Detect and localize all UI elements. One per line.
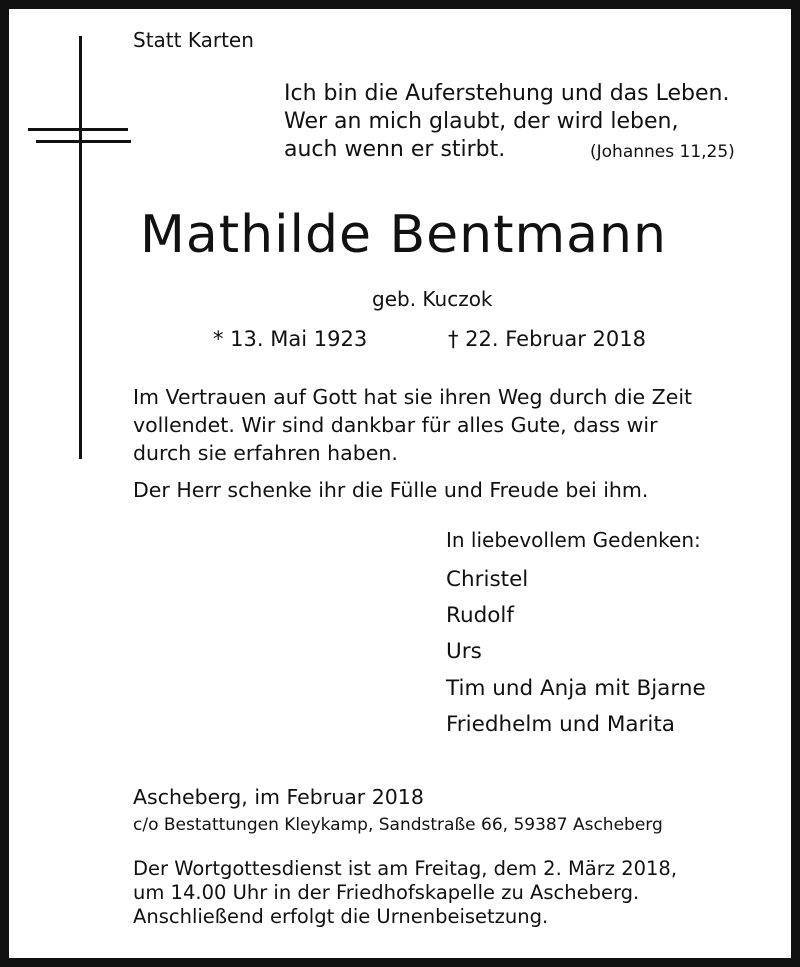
mourner-name: Christel [446, 567, 529, 592]
paragraph-line: Im Vertrauen auf Gott hat sie ihren Weg durch die Zeit [133, 385, 693, 409]
funeral-home-address: c/o Bestattungen Kleykamp, Sandstraße 66, 59387 Ascheberg [133, 815, 663, 835]
notice-line: Der Wortgottesdienst ist am Freitag, dem 2. März 2018, [133, 857, 678, 880]
mourners-heading: In liebevollem Gedenken: [446, 528, 701, 552]
mourner-name: Rudolf [446, 603, 514, 628]
mourner-name: Tim und Anja mit Bjarne [446, 676, 706, 701]
statt-karten-label: Statt Karten [133, 28, 254, 52]
verse-line: Wer an mich glaubt, der wird leben, [284, 109, 679, 134]
verse-line: auch wenn er stirbt. [284, 137, 506, 162]
mourner-name: Urs [446, 639, 482, 664]
birth-name: geb. Kuczok [372, 287, 493, 311]
blessing-line: Der Herr schenke ihr die Fülle und Freude bei ihm. [133, 478, 649, 502]
notice-line: um 14.00 Uhr in der Friedhofskapelle zu Ascheberg. [133, 881, 640, 904]
deceased-name: Mathilde Bentmann [140, 205, 667, 265]
mourner-name: Friedhelm und Marita [446, 712, 675, 737]
death-date: † 22. Februar 2018 [448, 327, 646, 351]
verse-line: Ich bin die Auferstehung und das Leben. [284, 81, 730, 106]
place-date: Ascheberg, im Februar 2018 [133, 785, 424, 809]
paragraph-line: durch sie erfahren haben. [133, 441, 398, 465]
verse-citation: (Johannes 11,25) [590, 142, 735, 162]
notice-line: Anschließend erfolgt die Urnenbeisetzung. [133, 905, 549, 928]
paragraph-line: vollendet. Wir sind dankbar für alles Gute, dass wir [133, 413, 658, 437]
birth-date: * 13. Mai 1923 [213, 327, 368, 351]
